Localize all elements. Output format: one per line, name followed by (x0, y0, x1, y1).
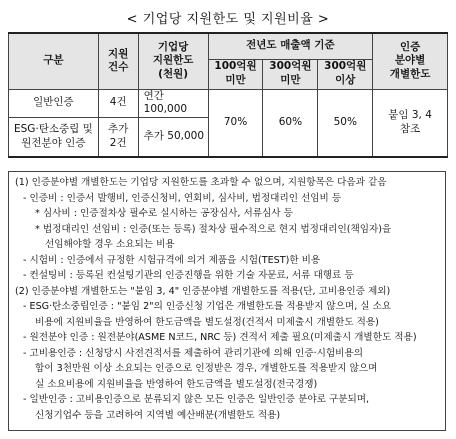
ratio-over-300: 50% (318, 89, 373, 157)
header-support-count: 지원 건수 (98, 33, 138, 89)
row-esg-limit: 추가 50,000 (138, 117, 208, 157)
cert-limit-note: 붙임 3, 4 참조 (373, 89, 448, 157)
header-sales-over-300: 300억원 이상 (318, 59, 373, 89)
note-item: - ESG·탄소중립인증 : "붙임 2"의 인증신청 기업은 개별한도를 적용받지 않으며, 실 소요 (23, 301, 392, 312)
note-continuation: 비용에 지원비율을 반영하여 한도금액을 별도설정(건적서 미제출시 개별한도 적용) (35, 316, 379, 328)
note-subitem: * 심사비 : 인증절차상 필수로 실시하는 공장심사, 서류심사 등 (35, 208, 293, 219)
page-title: < 기업당 지원한도 및 지원비율 > (126, 12, 330, 27)
header-cert-limit: 인증 분야별 개별한도 (373, 33, 448, 89)
ratio-under-100: 70% (208, 89, 263, 157)
header-category: 구분 (9, 33, 99, 89)
note-continuation: 실 소요비용에 지원비율을 반영하여 한도금액을 별도설정(전국경쟁) (35, 378, 318, 390)
note-subitem: * 법정대리인 선임비 : 인증(또는 등록) 절차상 필수적으로 현지 법정대리인(책임자)을 (35, 223, 392, 235)
row-general-category: 일반인증 (9, 89, 99, 117)
notes-box (8, 171, 446, 431)
row-esg-count: 추가 2건 (98, 117, 138, 157)
note-item: - 고비용인증 : 신청당시 사전견적서를 제출하여 관리기관에 의해 인증·시험비용의 (23, 347, 363, 359)
header-support-limit: 기업당 지원한도 (천원) (138, 33, 208, 89)
note-continuation: 합이 3천만원 이상 소요되는 인증으로 인정받은 경우, 개별한도를 적용받지 않으며 (35, 363, 378, 374)
row-esg-category: ESG·탄소중립 및 원전분야 인증 (9, 117, 99, 157)
note-continuation: 신청기업수 등을 고려하여 지역별 예산배분(개별한도 적용) (35, 409, 281, 421)
note-item: - 원전분야 인증 : 원전분야(ASME N코드, NRC 등) 견적서 제출 필요(미제출시 개별한도 적용) (23, 332, 417, 343)
header-sales-under-300: 300억원 미만 (263, 59, 318, 89)
note-heading-2: (2) 인증분야별 개별한도는 "붙임 3, 4" 인증분야별 개별한도를 적용(단, 고비용인증 제외) (15, 285, 391, 297)
note-item: - 컨설팅비 : 등록된 컨설팅기관의 인증진행을 위한 기술 자문료, 서류 대행료 등 (23, 270, 354, 281)
note-heading-1: (1) 인증분야별 개별한도는 기업당 지원한도를 초과할 수 없으며, 지원항목은 다음과 같음 (15, 177, 387, 188)
note-item: - 일반인증 : 고비용인증으로 분류되지 않은 모든 인증은 일반인증 분야로 구분되며, (23, 394, 370, 405)
ratio-under-300: 60% (263, 89, 318, 157)
header-sales-group: 전년도 매출액 기준 (208, 33, 373, 59)
note-continuation: 선임해야할 경우 소요되는 비용 (45, 239, 175, 250)
note-item: - 시험비 : 인증에서 규정한 시험규격에 의거 제품을 시험(TEST)한 비용 (23, 254, 321, 266)
header-sales-under-100: 100억원 미만 (208, 59, 263, 89)
support-limit-table (8, 32, 448, 158)
note-item: - 인증비 : 인증서 발행비, 인증신청비, 연회비, 심사비, 법정대리인 선임비 등 (23, 192, 342, 204)
row-general-count: 4건 (98, 89, 138, 117)
row-general-limit: 연간 100,000 (138, 89, 208, 117)
